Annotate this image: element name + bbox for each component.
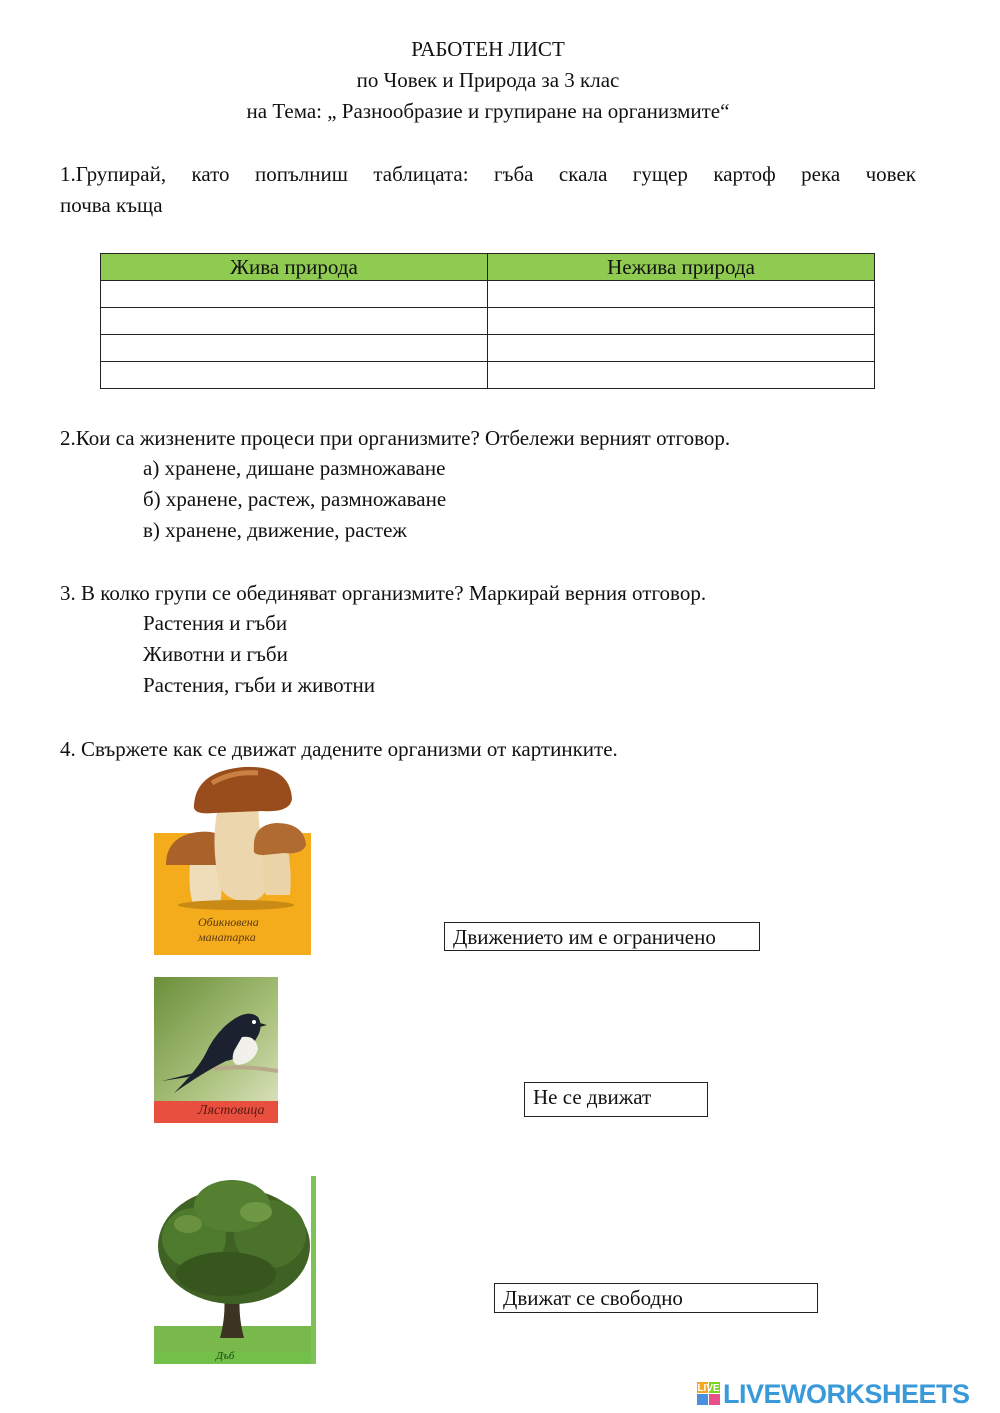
living-answer-input[interactable] bbox=[101, 309, 487, 335]
table-row bbox=[101, 308, 875, 335]
logo-badge-text: LIVE bbox=[697, 1383, 720, 1394]
grouping-table bbox=[100, 253, 875, 389]
answer-box-free-movement[interactable]: Движат се свободно bbox=[494, 1283, 818, 1313]
question-3-option-2[interactable]: Животни и гъби bbox=[143, 642, 288, 666]
table-row bbox=[101, 335, 875, 362]
question-2-text: 2.Кои са жизнените процеси при организмите? Отбележи верният отговор. bbox=[60, 426, 731, 450]
living-answer-input[interactable] bbox=[101, 363, 487, 389]
question-1-text-cont: почва къща bbox=[60, 193, 163, 217]
column-header-nonliving: Нежива природа bbox=[488, 254, 875, 281]
question-2-option-a[interactable]: а) хранене, дишане размножаване bbox=[143, 456, 446, 480]
mushroom-caption-line1: Обикновена bbox=[198, 915, 259, 929]
worksheet-subtitle: по Човек и Природа за 3 клас bbox=[356, 68, 620, 92]
question-3-text: 3. В колко групи се обединяват организмите? Маркирай верния отговор. bbox=[60, 581, 707, 605]
question-1-text: 1.Групирай, като попълниш таблицата: гъба скала гущер картоф река човек bbox=[60, 162, 916, 186]
worksheet-title: РАБОТЕН ЛИСТ bbox=[411, 37, 565, 61]
swallow-image bbox=[154, 977, 278, 1123]
mushroom-image bbox=[154, 765, 311, 955]
question-4-text: 4. Свържете как се движат дадените организми от картинките. bbox=[60, 737, 618, 761]
liveworksheets-logo bbox=[697, 1378, 970, 1410]
oak-caption: Дъб bbox=[216, 1350, 235, 1362]
oak-tree-image bbox=[154, 1176, 316, 1364]
nonliving-answer-input[interactable] bbox=[488, 282, 874, 308]
nonliving-answer-input[interactable] bbox=[488, 309, 874, 335]
mushroom-caption-line2: манатарка bbox=[198, 930, 256, 944]
nonliving-answer-input[interactable] bbox=[488, 336, 874, 362]
question-2-option-c[interactable]: в) хранене, движение, растеж bbox=[143, 518, 407, 542]
answer-box-no-movement[interactable]: Не се движат bbox=[524, 1082, 708, 1117]
question-2-option-b[interactable]: б) хранене, растеж, размножаване bbox=[143, 487, 447, 511]
table-row bbox=[101, 281, 875, 308]
table-row bbox=[101, 362, 875, 389]
logo-text: LIVEWORKSHEETS bbox=[723, 1378, 970, 1409]
nonliving-answer-input[interactable] bbox=[488, 363, 874, 389]
worksheet-topic: на Тема: „ Разнообразие и групиране на организмите“ bbox=[246, 99, 730, 123]
column-header-living: Жива природа bbox=[101, 254, 488, 281]
question-3-option-3[interactable]: Растения, гъби и животни bbox=[143, 673, 375, 697]
living-answer-input[interactable] bbox=[101, 336, 487, 362]
question-3-option-1[interactable]: Растения и гъби bbox=[143, 611, 288, 635]
swallow-caption: Лястовица bbox=[198, 1103, 265, 1118]
liveworksheets-logo-icon bbox=[697, 1381, 721, 1407]
answer-box-limited-movement[interactable]: Движението им е ограничено bbox=[444, 922, 760, 951]
living-answer-input[interactable] bbox=[101, 282, 487, 308]
